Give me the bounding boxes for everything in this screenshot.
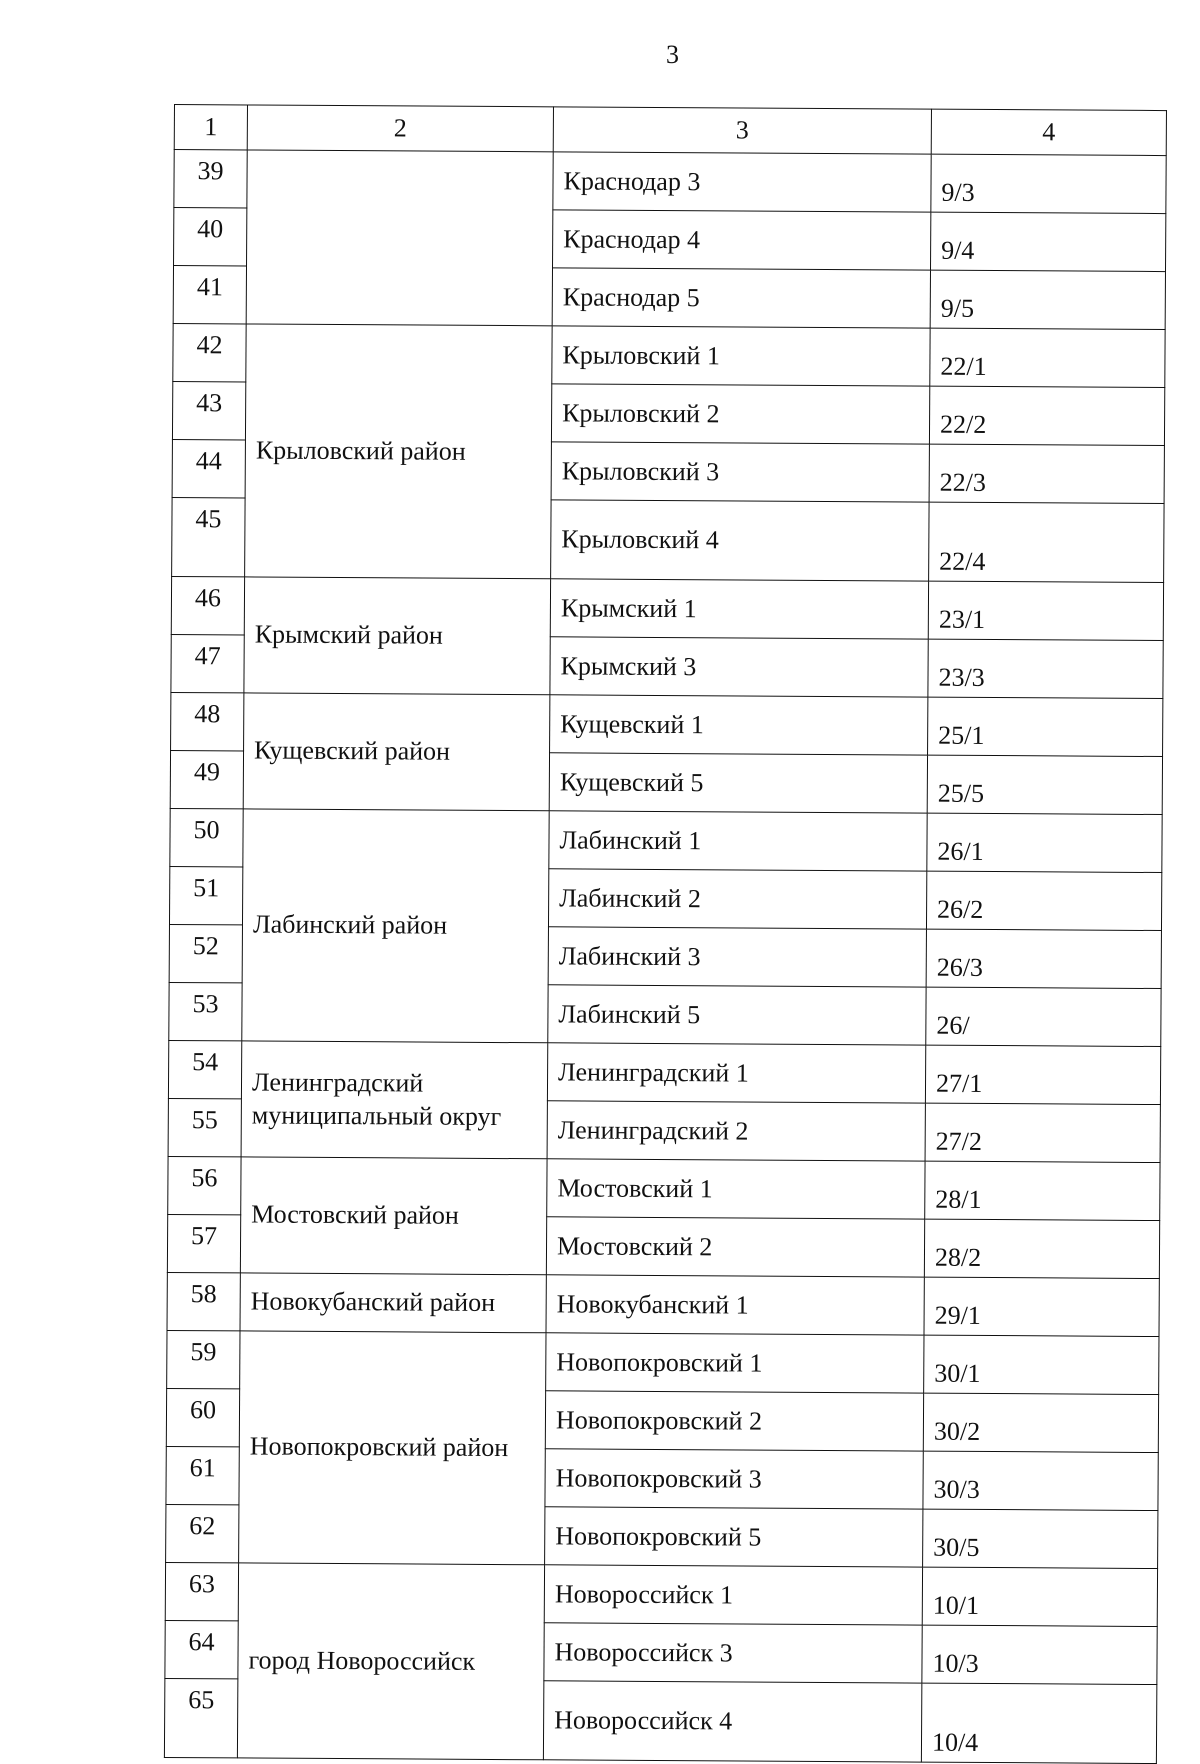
code-cell: 28/2 xyxy=(924,1219,1159,1278)
district-cell: Лабинский район xyxy=(242,809,549,1043)
table-row xyxy=(167,1272,1159,1336)
name-cell: Крымский 1 xyxy=(550,579,928,639)
name-cell: Новопокровский 1 xyxy=(546,1333,924,1393)
district-cell: Новокубанский район xyxy=(240,1273,546,1333)
name-cell: Крыловский 4 xyxy=(551,500,929,581)
name-cell: Краснодар 5 xyxy=(552,268,930,328)
table-row xyxy=(165,1562,1157,1626)
page-number: 3 xyxy=(666,40,679,69)
name-cell: Крыловский 2 xyxy=(551,384,929,444)
row-number: 60 xyxy=(166,1388,239,1446)
row-number: 56 xyxy=(168,1156,241,1214)
name-cell: Лабинский 1 xyxy=(549,811,927,871)
name-cell: Новороссийск 4 xyxy=(543,1681,921,1762)
table-row xyxy=(171,692,1163,756)
row-number: 65 xyxy=(164,1678,237,1757)
district-cell: Мостовский район xyxy=(240,1157,547,1275)
code-cell: 25/5 xyxy=(927,755,1162,814)
code-cell: 10/3 xyxy=(922,1625,1157,1684)
row-number: 55 xyxy=(168,1098,241,1156)
row-number: 41 xyxy=(173,266,246,324)
name-cell: Мостовский 2 xyxy=(546,1217,924,1277)
code-cell: 9/5 xyxy=(930,270,1165,329)
row-number: 54 xyxy=(168,1040,241,1098)
code-cell: 30/3 xyxy=(923,1451,1158,1510)
code-cell: 10/4 xyxy=(921,1683,1156,1763)
name-cell: Новороссийск 1 xyxy=(544,1565,922,1625)
row-number: 63 xyxy=(165,1562,238,1620)
row-number: 42 xyxy=(173,323,246,381)
row-number: 52 xyxy=(169,924,242,982)
code-cell: 22/2 xyxy=(929,386,1164,445)
table-row xyxy=(170,808,1162,872)
district-cell: Крыловский район xyxy=(245,324,553,579)
district-cell: город Новороссийск xyxy=(237,1563,544,1760)
code-cell: 30/1 xyxy=(924,1335,1159,1394)
name-cell: Лабинский 3 xyxy=(548,927,926,987)
code-cell: 30/5 xyxy=(923,1509,1158,1568)
district-line: муниципальный округ xyxy=(251,1099,502,1131)
row-number: 46 xyxy=(171,576,244,634)
row-number: 43 xyxy=(172,381,245,439)
row-number: 64 xyxy=(165,1620,238,1678)
name-cell: Краснодар 4 xyxy=(553,210,931,270)
row-number: 48 xyxy=(171,692,244,750)
code-cell: 26/1 xyxy=(927,813,1162,872)
name-cell: Краснодар 3 xyxy=(553,152,931,212)
table-row xyxy=(167,1330,1159,1394)
row-number: 57 xyxy=(167,1214,240,1272)
name-cell: Новопокровский 5 xyxy=(545,1507,923,1567)
header-cell: 1 xyxy=(174,105,247,150)
code-cell: 27/1 xyxy=(925,1045,1160,1104)
row-number: 51 xyxy=(169,866,242,924)
district-cell: Кущевский район xyxy=(243,693,550,811)
table-row xyxy=(171,576,1163,640)
code-cell: 26/3 xyxy=(926,929,1161,988)
code-cell: 28/1 xyxy=(925,1161,1160,1220)
row-number: 44 xyxy=(172,439,245,497)
code-cell: 22/3 xyxy=(929,444,1164,503)
name-cell: Крыловский 3 xyxy=(551,442,929,502)
name-cell: Ленинградский 1 xyxy=(547,1043,925,1103)
name-cell: Новокубанский 1 xyxy=(546,1275,924,1335)
code-cell: 9/4 xyxy=(930,212,1165,271)
name-cell: Лабинский 5 xyxy=(548,985,926,1045)
code-cell: 22/4 xyxy=(929,502,1164,582)
row-number: 58 xyxy=(167,1272,240,1330)
code-cell: 22/1 xyxy=(930,328,1165,387)
name-cell: Ленинградский 2 xyxy=(547,1101,925,1161)
name-cell: Новороссийск 3 xyxy=(544,1623,922,1683)
code-cell: 25/1 xyxy=(928,697,1163,756)
table-row xyxy=(174,150,1166,214)
name-cell: Лабинский 2 xyxy=(548,869,926,929)
header-cell: 2 xyxy=(247,105,553,152)
name-cell: Новопокровский 2 xyxy=(545,1391,923,1451)
row-number: 47 xyxy=(171,634,244,692)
code-cell: 29/1 xyxy=(924,1277,1159,1336)
name-cell: Крыловский 1 xyxy=(552,326,930,386)
code-cell: 10/1 xyxy=(922,1567,1157,1626)
name-cell: Крымский 3 xyxy=(550,637,928,697)
name-cell: Кущевский 5 xyxy=(549,753,927,813)
table-row xyxy=(173,323,1165,387)
row-number: 40 xyxy=(174,208,247,266)
row-number: 61 xyxy=(166,1446,239,1504)
table-row xyxy=(168,1156,1160,1220)
row-number: 59 xyxy=(167,1330,240,1388)
district-line: Ленинградский xyxy=(251,1067,424,1098)
header-cell: 4 xyxy=(931,109,1166,155)
name-cell: Кущевский 1 xyxy=(550,695,928,755)
district-cell: Крымский район xyxy=(244,577,551,695)
row-number: 49 xyxy=(170,750,243,808)
district-cell xyxy=(246,150,553,326)
code-cell: 27/2 xyxy=(925,1103,1160,1162)
code-cell: 30/2 xyxy=(923,1393,1158,1452)
row-number: 45 xyxy=(172,497,245,576)
row-number: 53 xyxy=(169,982,242,1040)
row-number: 62 xyxy=(166,1504,239,1562)
code-cell: 9/3 xyxy=(931,154,1166,213)
name-cell: Мостовский 1 xyxy=(547,1159,925,1219)
code-cell: 26/ xyxy=(926,987,1161,1046)
header-cell: 3 xyxy=(553,107,931,154)
table-row xyxy=(168,1040,1160,1104)
district-cell: Новопокровский район xyxy=(239,1331,546,1565)
districts-table xyxy=(164,104,1167,1764)
district-cell xyxy=(241,1041,548,1159)
row-number: 50 xyxy=(170,808,243,866)
code-cell: 26/2 xyxy=(926,871,1161,930)
row-number: 39 xyxy=(174,150,247,208)
table-header-row xyxy=(174,105,1166,156)
code-cell: 23/3 xyxy=(928,639,1163,698)
code-cell: 23/1 xyxy=(928,581,1163,640)
name-cell: Новопокровский 3 xyxy=(545,1449,923,1509)
